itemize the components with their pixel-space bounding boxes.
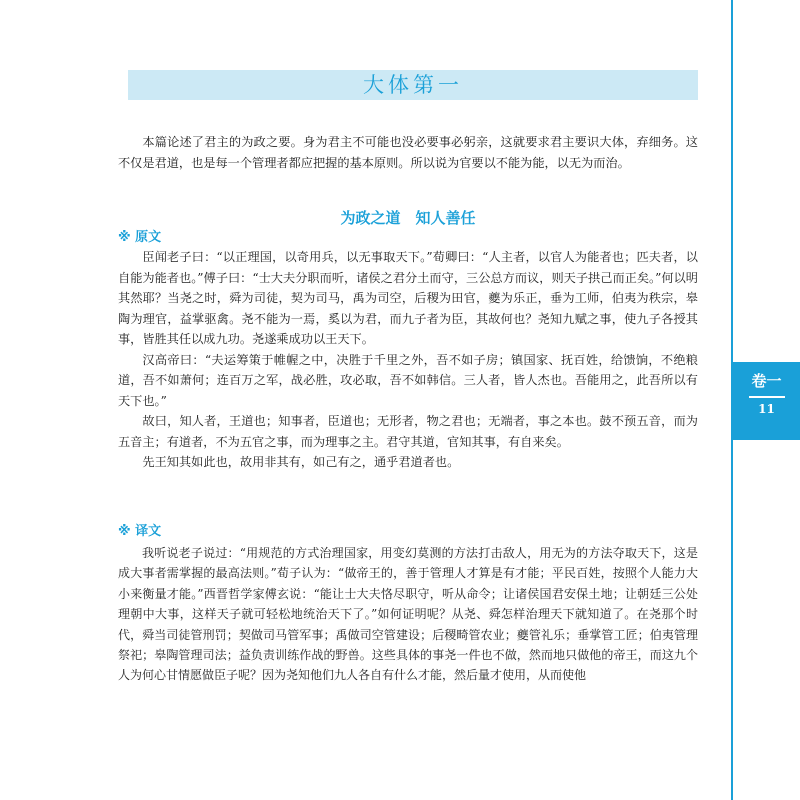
volume-label: 卷一 [751,372,782,390]
intro-paragraph: 本篇论述了君主的为政之要。身为君主不可能也没必要事必躬亲，这就要求君主要识大体，弃细务。这不仅是君道，也是每一个管理者都应把握的基本原则。所以说为官要以不能为能，以无为而治。 [118,135,698,170]
original-label: ※ 原文 [118,230,162,245]
translation-paragraph: 我听说老子说过：“用规范的方式治理国家，用变幻莫测的方法打击敌人，用无为的方法夺取天下，这是成大事者需掌握的最高法则。”荀子认为：“做帝王的，善于管理人才算是有才能；平民百姓，按照个人能力大小来衡量才能。”西晋哲学家傅玄说：“能让士大夫恪尽职守，听从命令；让诸侯国君安保土地；让朝廷三公处理朝中大事，这样天子就可轻松地统治天下了。”如何证明呢？从尧、舜怎样治理天下就知道了。在尧那个时代，舜当司徒管刑罚；契做司马管军事；禹做司空管建设；后稷畸管农业；夔管礼乐；垂掌管工匠；伯夷管理祭祀；皋陶管理司法；益负责训练作战的野兽。这些具体的事尧一件也不做，然而地只做他的帝王，而这九个人为何心甘情愿做臣子呢？因为尧知他们九人各自有什么才能，然后量才使用，从而使他 [118,546,698,683]
volume-tab [733,362,800,440]
original-paragraph: 臣闻老子曰：“以正理国，以奇用兵，以无事取天下。”荀卿曰：“人主者，以官人为能者也；匹夫者，以自能为能者也。”傅子曰：“士大夫分职而听，诸侯之君分土而守，三公总方而议，则天子拱己而正矣。”何以明其然耶？当尧之时，舜为司徒，契为司马，禹为司空，后稷为田官，夔为乐正，垂为工师，伯夷为秩宗，皋陶为理官，益掌驱禽。尧不能为一焉，奚以为君，而九子者为臣，其故何也？尧知九赋之事，使九子各授其事，皆胜其任以成九功。尧遂乘成功以王天下。 [118,250,698,346]
original-paragraph: 汉高帝曰：“夫运筹策于帷幄之中，决胜于千里之外，吾不如子房；镇国家、抚百姓，给馈饷，不绝粮道，吾不如萧何；连百万之军，战必胜，攻必取，吾不如韩信。三人者，皆人杰也。吾能用之，此吾所以有天下也。” [118,352,698,408]
translation-text [118,543,698,686]
chapter-title: 大体第一 [128,70,698,100]
original-text [118,247,698,473]
section-title: 为政之道 知人善任 [340,209,476,227]
original-paragraph: 先王知其如此也，故用非其有，如己有之，通乎君道者也。 [142,455,460,469]
page-number: 11 [758,402,775,416]
translation-label: ※ 译文 [118,524,162,539]
original-paragraph: 故曰，知人者，王道也；知事者，臣道也；无形者，物之君也；无端者，事之本也。鼓不预五音，而为五音主；有道者，不为五官之事，而为理事之主。君守其道，官知其事，有自来矣。 [118,414,698,449]
tab-divider [749,396,785,398]
